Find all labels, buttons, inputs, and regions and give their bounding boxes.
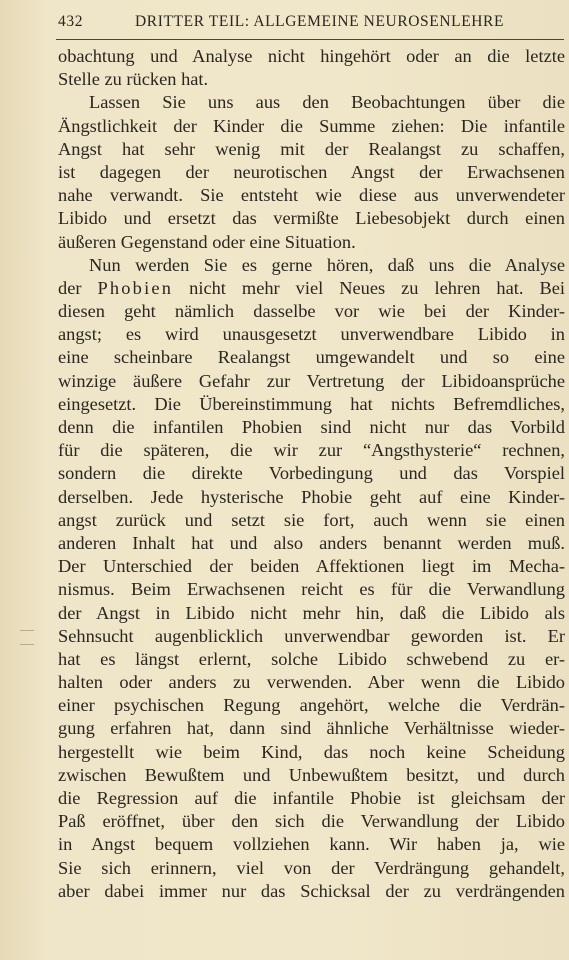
margin-pencil-mark bbox=[20, 644, 34, 645]
text-line: äußeren Gegenstand oder eine Situation. bbox=[58, 231, 356, 252]
text-line: Angst hat sehr wenig mit der Realangst zu schaffen, bbox=[58, 138, 565, 159]
text-line: hat es längst erlernt, solche Libido schwebend zu er- bbox=[58, 648, 565, 669]
text-line: eingesetzt. Die Übereinstimmung hat nichts Befremdliches, bbox=[58, 393, 565, 414]
text-line: Ängstlichkeit der Kinder die Summe ziehen: Die infantile bbox=[58, 115, 565, 136]
text-line: ist dagegen der neurotischen Angst der Erwachsenen bbox=[58, 161, 565, 182]
text-line: zwischen Bewußtem und Unbewußtem besitzt, und durch bbox=[58, 764, 565, 785]
running-header bbox=[58, 13, 565, 37]
emphasized-word: Phobien bbox=[97, 277, 174, 298]
line-rest: nicht mehr viel Neues zu lehren hat. Bei bbox=[189, 277, 565, 298]
text-line: hergestellt wie beim Kind, das noch keine Scheidung bbox=[58, 741, 565, 762]
text-line: angst zurück und setzt sie fort, auch wenn sie einen bbox=[58, 509, 565, 530]
header-rule bbox=[56, 39, 564, 40]
text-line: anderen Inhalt hat und also anders benannt werden muß. bbox=[58, 532, 565, 553]
text-line bbox=[58, 277, 565, 300]
text-line: Sehnsucht augenblicklich unverwendbar geworden ist. Er bbox=[58, 625, 565, 646]
body-text bbox=[58, 45, 565, 903]
text-line: nahe verwandt. Sie entsteht wie diese aus unverwendeter bbox=[58, 185, 565, 206]
text-line: halten oder anders zu verwenden. Aber wenn die Libido bbox=[58, 672, 565, 693]
text-line: Stelle zu rücken hat. bbox=[58, 69, 209, 90]
paragraph-start-line: Nun werden Sie es gerne hören, daß uns die Analyse bbox=[89, 254, 565, 275]
text-line: diesen geht nämlich dasselbe vor wie bei der Kinder- bbox=[58, 301, 565, 322]
text-line: obachtung und Analyse nicht hingehört oder an die letzte bbox=[58, 46, 565, 66]
text-line: gung erfahren hat, dann sind ähnliche Verhältnisse wieder- bbox=[58, 718, 565, 739]
text-line: einer psychischen Regung angehört, welche die Verdrän- bbox=[58, 695, 565, 716]
text-line: Der Unterschied der beiden Affektionen liegt im Mecha- bbox=[58, 556, 565, 577]
text-line: die Regression auf die infantile Phobie ist gleichsam der bbox=[58, 788, 565, 808]
text-line: derselben. Jede hysterische Phobie geht auf eine Kinder- bbox=[58, 486, 565, 507]
text-line: Libido und ersetzt das vermißte Liebesobjekt durch einen bbox=[58, 208, 565, 229]
text-line: denn die infantilen Phobien sind nicht nur das Vorbild bbox=[58, 417, 565, 437]
text-line: angst; es wird unausgesetzt unverwendbare Libido in bbox=[58, 324, 565, 345]
text-line: in Angst bequem vollziehen kann. Wir haben ja, wie bbox=[58, 834, 565, 855]
text-line: nismus. Beim Erwachsenen reicht es für die Verwandlung bbox=[58, 579, 565, 600]
text-line: eine scheinbare Realangst umgewandelt und so eine bbox=[58, 347, 565, 368]
line-prefix: der bbox=[58, 277, 82, 298]
paragraph-start-line: Lassen Sie uns aus den Beobachtungen über die bbox=[89, 92, 565, 113]
text-line: Paß eröffnet, über den sich die Verwandlung der Libido bbox=[58, 811, 565, 832]
text-line: für die späteren, die wir zur “Angsthysterie“ rechnen, bbox=[58, 440, 565, 461]
text-line: winzige äußere Gefahr zur Vertretung der Libidoansprüche bbox=[58, 370, 565, 391]
running-title: DRITTER TEIL: ALLGEMEINE NEUROSENLEHRE bbox=[135, 13, 505, 30]
text-line: aber dabei immer nur das Schicksal der zu verdrängenden bbox=[58, 880, 565, 901]
page-number: 432 bbox=[58, 13, 84, 30]
text-line: sondern die direkte Vorbedingung und das Vorspiel bbox=[58, 463, 565, 484]
text-line: der Angst in Libido nicht mehr hin, daß die Libido als bbox=[58, 602, 565, 623]
text-line: Sie sich erinnern, viel von der Verdrängung gehandelt, bbox=[58, 857, 565, 878]
margin-pencil-mark bbox=[20, 630, 34, 631]
